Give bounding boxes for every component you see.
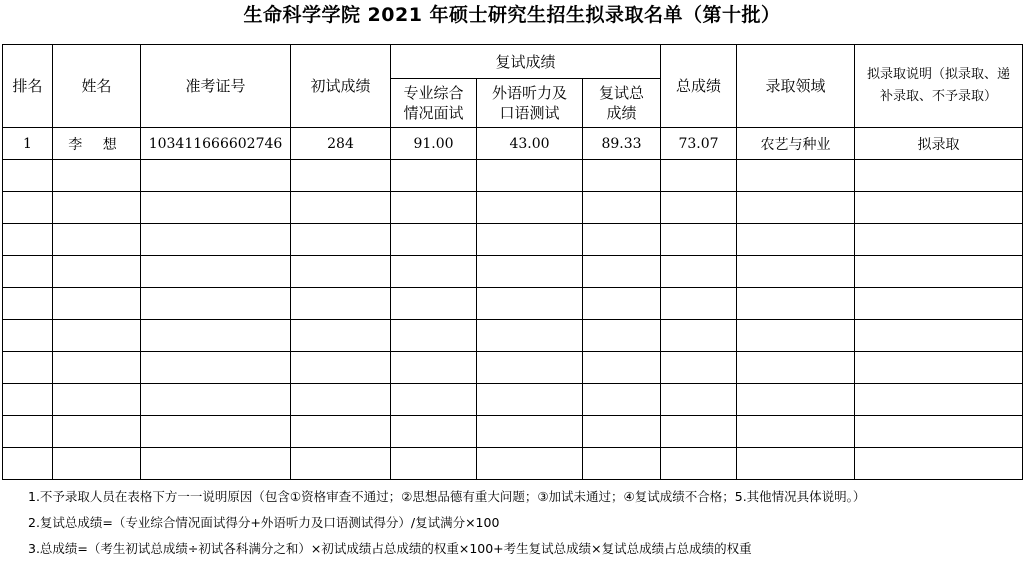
empty-cell bbox=[477, 384, 583, 416]
empty-cell bbox=[661, 416, 737, 448]
notes bbox=[28, 484, 1018, 562]
empty-cell bbox=[53, 192, 141, 224]
table-body bbox=[3, 128, 1023, 480]
empty-cell bbox=[141, 160, 291, 192]
empty-cell bbox=[583, 288, 661, 320]
empty-cell bbox=[661, 384, 737, 416]
empty-cell bbox=[737, 192, 855, 224]
empty-cell bbox=[661, 288, 737, 320]
header-retest-total: 复试总成绩 bbox=[583, 79, 661, 128]
empty-cell bbox=[291, 256, 391, 288]
empty-cell bbox=[855, 256, 1023, 288]
empty-cell bbox=[3, 352, 53, 384]
empty-cell bbox=[477, 416, 583, 448]
empty-cell bbox=[583, 448, 661, 480]
empty-cell bbox=[391, 384, 477, 416]
empty-cell bbox=[855, 384, 1023, 416]
table-row-empty bbox=[3, 160, 1023, 192]
empty-cell bbox=[3, 224, 53, 256]
empty-cell bbox=[141, 448, 291, 480]
empty-cell bbox=[141, 384, 291, 416]
empty-cell bbox=[661, 192, 737, 224]
empty-cell bbox=[53, 320, 141, 352]
header-total-score: 总成绩 bbox=[661, 45, 737, 128]
table-row-empty bbox=[3, 352, 1023, 384]
table-row-empty bbox=[3, 224, 1023, 256]
empty-cell bbox=[291, 160, 391, 192]
empty-cell bbox=[53, 384, 141, 416]
empty-cell bbox=[477, 256, 583, 288]
empty-cell bbox=[291, 352, 391, 384]
table-row-empty bbox=[3, 192, 1023, 224]
empty-cell bbox=[141, 288, 291, 320]
empty-cell bbox=[291, 224, 391, 256]
empty-cell bbox=[737, 416, 855, 448]
empty-cell bbox=[583, 224, 661, 256]
empty-cell bbox=[737, 288, 855, 320]
empty-cell bbox=[141, 192, 291, 224]
empty-cell bbox=[53, 288, 141, 320]
empty-cell bbox=[855, 416, 1023, 448]
empty-cell bbox=[855, 192, 1023, 224]
empty-cell bbox=[477, 224, 583, 256]
empty-cell bbox=[855, 288, 1023, 320]
table-row bbox=[3, 128, 1023, 160]
empty-cell bbox=[3, 384, 53, 416]
page-title: 生命科学学院 2021 年硕士研究生招生拟录取名单（第十批） bbox=[243, 4, 781, 26]
empty-cell bbox=[661, 352, 737, 384]
empty-cell bbox=[53, 416, 141, 448]
table-row-empty bbox=[3, 448, 1023, 480]
header-retest-group: 复试成绩 bbox=[391, 45, 661, 79]
empty-cell bbox=[3, 416, 53, 448]
empty-cell bbox=[477, 288, 583, 320]
empty-cell bbox=[737, 160, 855, 192]
empty-cell bbox=[53, 256, 141, 288]
note-2: 2.复试总成绩=（专业综合情况面试得分+外语听力及口语测试得分）/复试满分×100 bbox=[28, 515, 500, 530]
empty-cell bbox=[661, 256, 737, 288]
empty-cell bbox=[53, 224, 141, 256]
empty-cell bbox=[3, 192, 53, 224]
empty-cell bbox=[737, 448, 855, 480]
empty-cell bbox=[391, 352, 477, 384]
cell-total-score: 73.07 bbox=[661, 128, 737, 160]
empty-cell bbox=[391, 288, 477, 320]
empty-cell bbox=[391, 448, 477, 480]
empty-cell bbox=[477, 320, 583, 352]
empty-cell bbox=[141, 256, 291, 288]
table-row-empty bbox=[3, 320, 1023, 352]
empty-cell bbox=[291, 416, 391, 448]
empty-cell bbox=[583, 416, 661, 448]
cell-prelim-score: 284 bbox=[291, 128, 391, 160]
empty-cell bbox=[583, 352, 661, 384]
empty-cell bbox=[661, 160, 737, 192]
empty-cell bbox=[291, 192, 391, 224]
empty-cell bbox=[3, 256, 53, 288]
empty-cell bbox=[3, 320, 53, 352]
empty-cell bbox=[855, 224, 1023, 256]
empty-cell bbox=[583, 192, 661, 224]
empty-cell bbox=[3, 288, 53, 320]
empty-cell bbox=[3, 448, 53, 480]
empty-cell bbox=[291, 320, 391, 352]
header-rank: 排名 bbox=[3, 45, 53, 128]
empty-cell bbox=[737, 224, 855, 256]
cell-rank: 1 bbox=[3, 128, 53, 160]
cell-field: 农艺与种业 bbox=[737, 128, 855, 160]
empty-cell bbox=[53, 352, 141, 384]
empty-cell bbox=[477, 448, 583, 480]
empty-cell bbox=[477, 192, 583, 224]
header-retest-language: 外语听力及口语测试 bbox=[477, 79, 583, 128]
header-admission-note: 拟录取说明（拟录取、递补录取、不予录取） bbox=[855, 45, 1023, 128]
empty-cell bbox=[661, 320, 737, 352]
empty-cell bbox=[291, 384, 391, 416]
empty-cell bbox=[3, 160, 53, 192]
cell-retest-language: 43.00 bbox=[477, 128, 583, 160]
empty-cell bbox=[391, 416, 477, 448]
table-row-empty bbox=[3, 416, 1023, 448]
empty-cell bbox=[855, 448, 1023, 480]
cell-name: 李 想 bbox=[53, 128, 141, 160]
empty-cell bbox=[855, 160, 1023, 192]
empty-cell bbox=[141, 320, 291, 352]
empty-cell bbox=[737, 320, 855, 352]
empty-cell bbox=[141, 352, 291, 384]
admission-table bbox=[2, 44, 1023, 480]
empty-cell bbox=[391, 320, 477, 352]
note-3: 3.总成绩=（考生初试总成绩÷初试各科满分之和）×初试成绩占总成绩的权重×100+考生复试总成绩×复试总成绩占总成绩的权重 bbox=[28, 541, 752, 556]
empty-cell bbox=[737, 384, 855, 416]
header-exam-id: 准考证号 bbox=[141, 45, 291, 128]
empty-cell bbox=[583, 320, 661, 352]
empty-cell bbox=[477, 352, 583, 384]
empty-cell bbox=[141, 224, 291, 256]
header-field: 录取领域 bbox=[737, 45, 855, 128]
empty-cell bbox=[583, 160, 661, 192]
header-prelim-score: 初试成绩 bbox=[291, 45, 391, 128]
empty-cell bbox=[477, 160, 583, 192]
table-row-empty bbox=[3, 256, 1023, 288]
empty-cell bbox=[661, 448, 737, 480]
cell-retest-interview: 91.00 bbox=[391, 128, 477, 160]
empty-cell bbox=[737, 256, 855, 288]
empty-cell bbox=[53, 448, 141, 480]
header-name: 姓名 bbox=[53, 45, 141, 128]
empty-cell bbox=[391, 224, 477, 256]
empty-cell bbox=[855, 320, 1023, 352]
cell-retest-total: 89.33 bbox=[583, 128, 661, 160]
empty-cell bbox=[737, 352, 855, 384]
empty-cell bbox=[583, 256, 661, 288]
empty-cell bbox=[661, 224, 737, 256]
empty-cell bbox=[291, 448, 391, 480]
empty-cell bbox=[391, 160, 477, 192]
empty-cell bbox=[855, 352, 1023, 384]
empty-cell bbox=[53, 160, 141, 192]
table-row-empty bbox=[3, 384, 1023, 416]
empty-cell bbox=[291, 288, 391, 320]
empty-cell bbox=[391, 192, 477, 224]
empty-cell bbox=[141, 416, 291, 448]
header-retest-interview: 专业综合情况面试 bbox=[391, 79, 477, 128]
empty-cell bbox=[583, 384, 661, 416]
cell-admission-note: 拟录取 bbox=[855, 128, 1023, 160]
cell-exam-id: 103411666602746 bbox=[141, 128, 291, 160]
empty-cell bbox=[391, 256, 477, 288]
note-1: 1.不予录取人员在表格下方一一说明原因（包含①资格审查不通过；②思想品德有重大问题；③加试未通过；④复试成绩不合格；5.其他情况具体说明。） bbox=[28, 489, 866, 504]
table-row-empty bbox=[3, 288, 1023, 320]
